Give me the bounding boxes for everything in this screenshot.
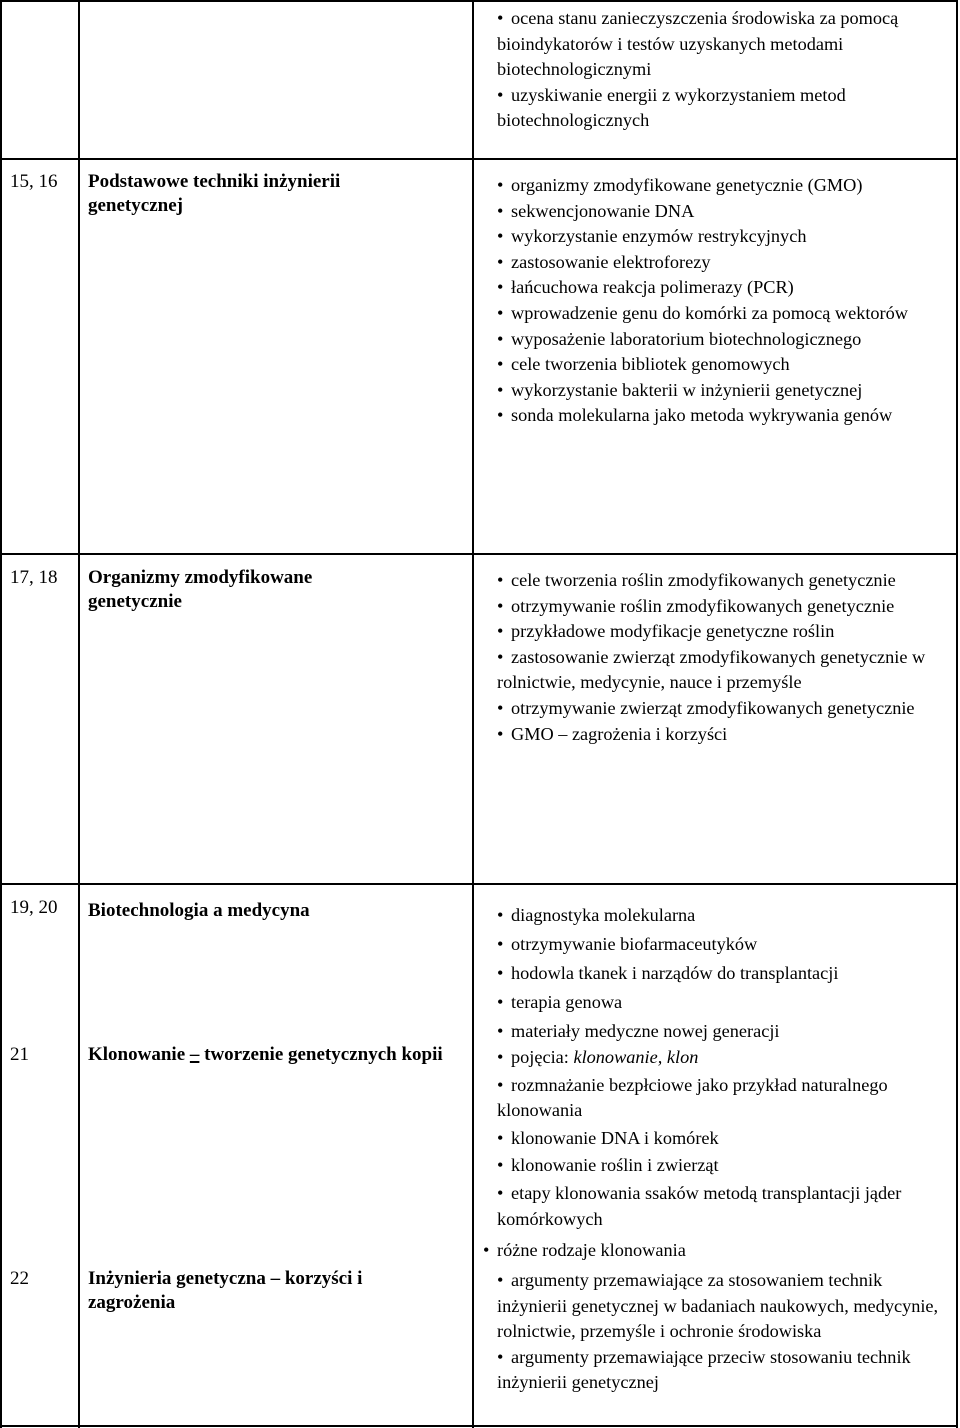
list-item: • cele tworzenia bibliotek genomowych bbox=[497, 354, 790, 375]
lesson-topic: Podstawowe techniki inżynierii genetycznej bbox=[88, 171, 341, 216]
list-item: • ocena stanu zanieczyszczenia środowiska za pomocą bioindykatorów i testów uzyskanych metodami biotechnologicznymi bbox=[497, 8, 899, 80]
table-border-bottom bbox=[0, 1425, 958, 1427]
list-item: • klonowanie roślin i zwierząt bbox=[497, 1155, 719, 1176]
list-item: • rozmnażanie bezpłciowe jako przykład naturalnego klonowania bbox=[497, 1074, 888, 1121]
table-divider-topic bbox=[472, 0, 474, 1428]
row-items bbox=[497, 173, 952, 429]
list-item: • uzyskiwanie energii z wykorzystaniem metod biotechnologicznych bbox=[497, 84, 846, 131]
list-item: • sekwencjonowanie DNA bbox=[497, 200, 695, 221]
list-item: • przykładowe modyfikacje genetyczne roślin bbox=[497, 621, 835, 642]
list-item: • cele tworzenia roślin zmodyfikowanych genetycznie bbox=[497, 570, 896, 590]
table-border-left bbox=[0, 0, 2, 1428]
table-border-right bbox=[956, 0, 958, 1428]
list-item: • sonda molekularna jako metoda wykrywania genów bbox=[497, 405, 893, 426]
row-items bbox=[497, 1045, 952, 1232]
row-items bbox=[497, 901, 952, 1046]
row-items bbox=[497, 1268, 952, 1396]
lesson-number: 22 bbox=[10, 1268, 29, 1289]
list-item: • terapia genowa bbox=[497, 992, 623, 1012]
list-item: • organizmy zmodyfikowane genetycznie (GMO) bbox=[497, 175, 863, 195]
row-items bbox=[497, 6, 952, 134]
list-item: • GMO – zagrożenia i korzyści bbox=[497, 723, 728, 744]
row-divider bbox=[0, 883, 958, 885]
list-item: • zastosowanie zwierząt zmodyfikowanych genetycznie w rolnictwie, medycynie, nauce i przemyśle bbox=[497, 646, 926, 693]
lesson-number: 17, 18 bbox=[10, 567, 58, 588]
lesson-number: 19, 20 bbox=[10, 897, 58, 918]
list-item: • różne rodzaje klonowania bbox=[483, 1240, 686, 1260]
list-item: • otrzymywanie zwierząt zmodyfikowanych genetycznie bbox=[497, 697, 915, 718]
list-item: • zastosowanie elektroforezy bbox=[497, 251, 711, 272]
list-item: • materiały medyczne nowej generacji bbox=[497, 1021, 780, 1041]
table-border-top bbox=[0, 0, 958, 2]
list-item: • wprowadzenie genu do komórki za pomocą wektorów bbox=[497, 302, 908, 323]
lesson-topic: Organizmy zmodyfikowane genetycznie bbox=[88, 567, 313, 612]
list-item: • otrzymywanie biofarmaceutyków bbox=[497, 934, 758, 954]
lesson-topic: Biotechnologia a medycyna bbox=[88, 900, 310, 921]
list-item: • hodowla tkanek i narządów do transplantacji bbox=[497, 963, 839, 983]
table-divider-number bbox=[78, 0, 80, 1428]
row-divider bbox=[0, 553, 958, 555]
list-item: • otrzymywanie roślin zmodyfikowanych genetycznie bbox=[497, 595, 895, 616]
list-item: • wykorzystanie bakterii w inżynierii genetycznej bbox=[497, 379, 863, 400]
list-item: • wyposażenie laboratorium biotechnologicznego bbox=[497, 328, 862, 349]
list-item: • wykorzystanie enzymów restrykcyjnych bbox=[497, 226, 807, 247]
list-item: • pojęcia: klonowanie, klon bbox=[497, 1047, 699, 1067]
list-item: • argumenty przemawiające przeciw stosowaniu technik inżynierii genetycznej bbox=[497, 1346, 911, 1393]
list-item: • łańcuchowa reakcja polimerazy (PCR) bbox=[497, 277, 794, 298]
lesson-topic: Inżynieria genetyczna – korzyści i zagrożenia bbox=[88, 1268, 363, 1313]
list-item: • etapy klonowania ssaków metodą transplantacji jąder komórkowych bbox=[497, 1182, 902, 1229]
row-divider bbox=[0, 158, 958, 160]
lesson-topic: Klonowanie – tworzenie genetycznych kopii bbox=[88, 1044, 443, 1065]
lesson-number: 21 bbox=[10, 1044, 29, 1065]
list-item: • argumenty przemawiające za stosowaniem technik inżynierii genetycznej w badaniach naukowych, medycynie, rolnictwie, przemyśle i ochronie środowiska bbox=[497, 1270, 939, 1342]
list-item: • klonowanie DNA i komórek bbox=[497, 1127, 719, 1148]
row-items bbox=[483, 1238, 938, 1264]
row-items bbox=[497, 568, 952, 747]
list-item: • diagnostyka molekularna bbox=[497, 905, 696, 925]
lesson-number: 15, 16 bbox=[10, 171, 58, 192]
